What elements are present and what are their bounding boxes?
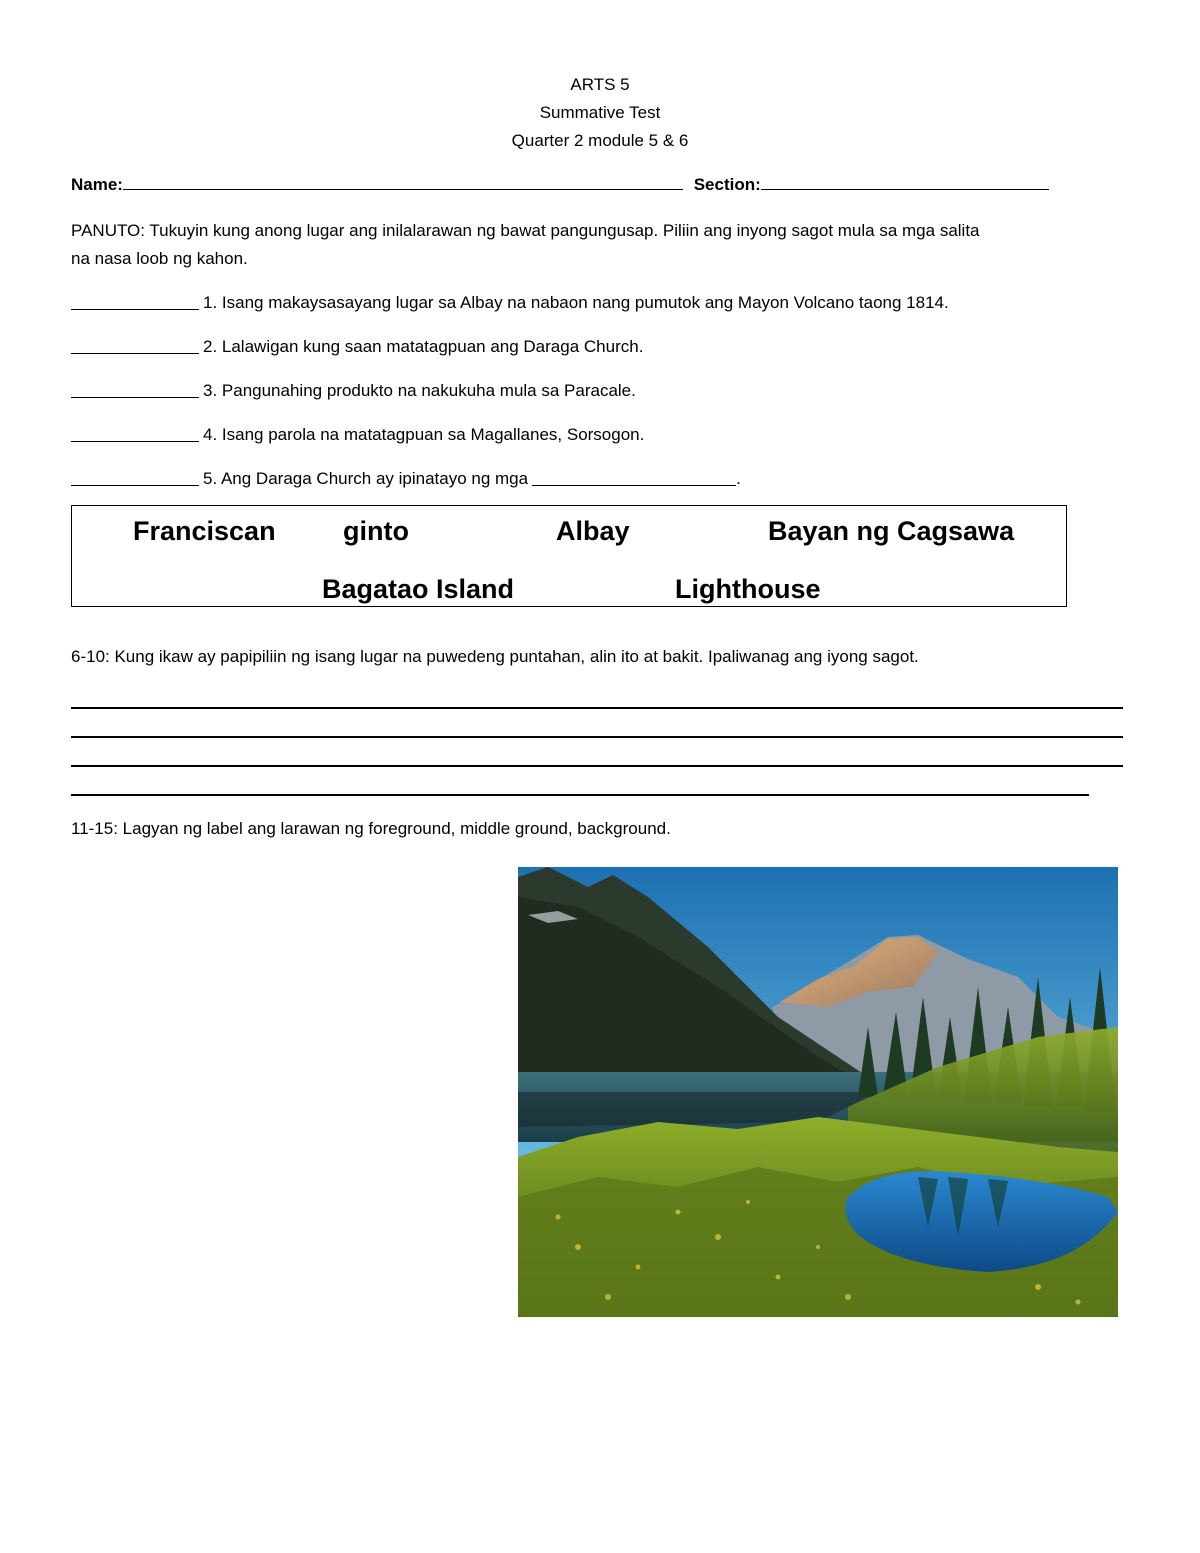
instructions-label: PANUTO: <box>71 221 145 240</box>
word-bank-box <box>71 505 1067 607</box>
labeling-text: Lagyan ng label ang larawan ng foreground, middle ground, background. <box>117 819 671 838</box>
inline-blank-5[interactable] <box>532 471 736 486</box>
name-blank[interactable] <box>123 189 683 190</box>
landscape-photo <box>518 867 1118 1317</box>
item-2-text: 2. Lalawigan kung saan matatagpuan ang Daraga Church. <box>203 337 644 356</box>
section-blank[interactable] <box>761 189 1049 190</box>
item-5-text: 5. Ang Daraga Church ay ipinatayo ng mga <box>203 469 529 488</box>
labeling-prompt <box>71 819 671 839</box>
list-item <box>71 337 643 357</box>
essay-answer-line-1[interactable] <box>71 707 1123 709</box>
list-item <box>71 469 741 489</box>
item-1-text: 1. Isang makaysasayang lugar sa Albay na nabaon nang pumutok ang Mayon Volcano taong 1814. <box>203 293 949 312</box>
essay-answer-line-3[interactable] <box>71 765 1123 767</box>
answer-blank-5[interactable] <box>71 471 199 486</box>
essay-answer-line-4[interactable] <box>71 794 1089 796</box>
word-bank-item: Franciscan <box>133 516 276 546</box>
word-bank-item: Lighthouse <box>675 574 821 604</box>
item-5-suffix: . <box>736 469 741 488</box>
essay-text: Kung ikaw ay papipiliin ng isang lugar na puwedeng puntahan, alin ito at bakit. Ipaliwanag ang iyong sagot. <box>109 647 919 666</box>
coverage: Quarter 2 module 5 & 6 <box>511 131 689 150</box>
essay-answer-line-2[interactable] <box>71 736 1123 738</box>
essay-prompt <box>71 647 919 667</box>
word-bank-item: Bagatao Island <box>322 574 515 604</box>
instructions-line-1 <box>71 221 980 241</box>
list-item <box>71 381 636 401</box>
subject-title: ARTS 5 <box>570 75 630 94</box>
word-bank-item: ginto <box>343 516 409 546</box>
list-item <box>71 425 644 445</box>
essay-label: 6-10: <box>71 647 110 666</box>
instructions-text: Tukuyin kung anong lugar ang inilalarawan ng bawat pangungusap. Piliin ang inyong sagot mula sa mga salita <box>145 221 980 240</box>
answer-blank-3[interactable] <box>71 383 199 398</box>
test-type: Summative Test <box>539 103 661 122</box>
item-4-text: 4. Isang parola na matatagpuan sa Magallanes, Sorsogon. <box>203 425 645 444</box>
answer-blank-1[interactable] <box>71 295 199 310</box>
labeling-label: 11-15: <box>71 819 118 838</box>
instructions-line-2: na nasa loob ng kahon. <box>71 249 248 268</box>
section-label: Section: <box>693 175 761 194</box>
answer-blank-2[interactable] <box>71 339 199 354</box>
landscape-illustration <box>518 867 1118 1317</box>
name-row <box>71 175 1049 195</box>
word-bank-item: Bayan ng Cagsawa <box>768 516 1015 546</box>
name-label: Name: <box>71 175 123 194</box>
word-bank-item: Albay <box>556 516 630 546</box>
answer-blank-4[interactable] <box>71 427 199 442</box>
item-3-text: 3. Pangunahing produkto na nakukuha mula sa Paracale. <box>203 381 636 400</box>
list-item <box>71 293 949 313</box>
